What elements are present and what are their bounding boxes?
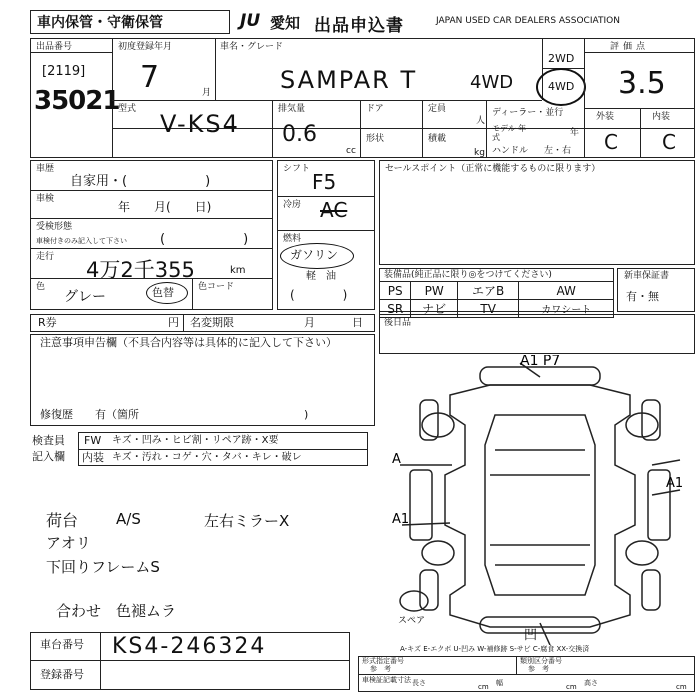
rear-label: 後日品 [384, 318, 412, 328]
fuel-paren: ( ) [290, 288, 348, 302]
load-label: 積載 [428, 134, 447, 144]
capacity-unit: 人 [476, 116, 486, 126]
equip-leather[interactable]: カワシート [519, 300, 614, 318]
lot-sub-code: [2119] [42, 64, 86, 79]
fuel-diesel: 軽 油 [306, 271, 336, 282]
history-value: 自家用・( ) [70, 174, 211, 189]
warranty-options: 有・無 [626, 290, 659, 303]
inspection-value: 年 月( 日) [118, 200, 212, 214]
inspector-label2: 記入欄 [32, 450, 65, 463]
inspection-label: 車検 [36, 194, 55, 204]
name-change-label: 名変期限 [190, 316, 234, 329]
hand-note-1a: 荷台 [46, 511, 79, 530]
history-label: 車歴 [36, 164, 55, 174]
model-year-unit: 年 [570, 128, 580, 138]
dim-label: 車検証記載寸法 [362, 676, 411, 684]
dim-height: 高さ [584, 679, 598, 687]
model-label: 型式 [118, 104, 137, 114]
displacement-value: 0.6 [282, 122, 317, 147]
equipment-grid [379, 281, 614, 318]
diagram-legend: A-キズ E-エクボ U-凹み W-補修跡 S-サビ C-腐食 XX-交換済 [400, 645, 590, 653]
hand-note-4: 合わせ 色褪ムラ [56, 602, 177, 620]
fuel-label: 燃料 [283, 234, 302, 244]
shift-value: F5 [312, 170, 337, 194]
r-ticket-unit: 円 [168, 316, 179, 329]
car-name-value: SAMPAR T [280, 66, 418, 94]
dim-height-unit: cm [676, 683, 687, 691]
capacity-label: 定員 [428, 104, 447, 114]
top-block [30, 38, 695, 158]
diagram-top-mark: A1 P7 [520, 355, 561, 369]
int-value: C [662, 130, 676, 154]
hand-note-2: アオリ [46, 534, 91, 552]
car-damage-diagram [390, 355, 690, 645]
opt-4wd[interactable]: 4WD [548, 80, 575, 93]
car-drive-hand: 4WD [470, 72, 514, 93]
dim-width-unit: cm [566, 683, 577, 691]
door-label: ドア [366, 104, 384, 114]
sales-point-label: セールスポイント（正常に機能するものに限ります） [385, 164, 601, 174]
displacement-label: 排気量 [278, 104, 306, 114]
inspector-row1: キズ・凹み・ヒビ割・リペア跡・X要 [112, 435, 279, 446]
grade-label: 評価点 [610, 42, 650, 52]
diagram-spare: スペア [398, 616, 426, 626]
rear-block [379, 314, 695, 354]
chassis-value: KS4-246324 [112, 634, 267, 659]
diagram-left-mark1: A [392, 452, 401, 467]
dim-length-unit: cm [478, 683, 489, 691]
int-label: 内装 [652, 112, 671, 122]
ext-label: 外装 [596, 112, 615, 122]
form-title: 出品申込書 [314, 16, 404, 36]
inspector-row2-label: 内装 [82, 451, 104, 464]
handle-label: ハンドル [492, 146, 529, 156]
dim-width: 幅 [496, 679, 503, 687]
salespoint-block [379, 160, 695, 265]
class-number-label: 類別区分番号 [520, 657, 562, 665]
color-repaint: 色替 [152, 286, 174, 299]
chassis-label: 車台番号 [40, 638, 84, 651]
r-ticket-label: R券 [38, 316, 57, 329]
hand-note-3: 下回りフレームS [46, 558, 160, 576]
mileage-unit: km [230, 265, 246, 276]
fuel-gas: ガソリン [290, 248, 339, 262]
hand-note-1c: 左右ミラーX [204, 512, 290, 530]
notes-repair-close: ) [304, 408, 309, 421]
diagram-right-mark: A1 [666, 476, 684, 491]
storage-title: 車内保管・守衛保管 [37, 15, 163, 31]
grade-value: 3.5 [618, 66, 666, 101]
displacement-unit: cc [346, 146, 356, 156]
type-designation-label: 形式指定番号 [362, 657, 404, 665]
cooler-value: AC [320, 198, 348, 222]
class-number-sub: 参 考 [528, 665, 549, 673]
equip-ps[interactable]: PS [380, 282, 411, 300]
acceptance-value: ( ) [160, 232, 249, 247]
name-change-month: 月 [304, 316, 315, 329]
mileage-label: 走行 [36, 252, 55, 262]
color-label: 色 [36, 282, 46, 292]
equip-airbag[interactable]: エアB [457, 282, 519, 300]
inspector-label1: 検査員 [32, 434, 65, 447]
hand-note-1b: A/S [116, 510, 141, 528]
diagram-left-mark2: A1 [392, 512, 410, 527]
ext-value: C [604, 130, 618, 154]
color-value: グレー [64, 289, 106, 305]
shift-label: シフト [283, 164, 311, 174]
model-year-label: モデル 年式 [492, 124, 527, 142]
diagram-bottom-mark: 凹 [524, 628, 538, 643]
equip-navi[interactable]: ナビ [411, 300, 457, 318]
acceptance-note: 車検付きのみ記入して下さい [36, 237, 127, 245]
type-designation-sub: 参 考 [370, 665, 391, 673]
inspector-row2: キズ・汚れ・コゲ・穴・タバ・キレ・破レ [112, 452, 302, 463]
first-reg-value: 7 [140, 60, 160, 95]
storage-header [30, 10, 230, 34]
first-reg-month: 月 [202, 88, 212, 98]
equip-pw[interactable]: PW [411, 282, 457, 300]
car-name-label: 車名・グレード [220, 42, 284, 52]
load-unit: kg [474, 148, 485, 158]
equipment-label: 装備品(純正品に限り◎をつけてください) [384, 270, 552, 280]
equip-aw[interactable]: AW [519, 282, 614, 300]
equip-tv[interactable]: TV [457, 300, 519, 318]
dealer-label: ディーラー・並行 [492, 108, 564, 118]
first-reg-label: 初度登録年月 [118, 42, 173, 52]
notes-label: 注意事項申告欄（不具合内容等は具体的に記入して下さい） [40, 336, 337, 349]
equip-sr[interactable]: SR [380, 300, 411, 318]
inspector-row1-label: FW [84, 434, 102, 447]
association-en: JAPAN USED CAR DEALERS ASSOCIATION [436, 16, 620, 26]
dim-length: 長さ [412, 679, 426, 687]
lot-number: 35021 [34, 86, 120, 116]
name-change-day: 日 [352, 316, 363, 329]
shape-label: 形状 [366, 134, 385, 144]
notes-repair: 修復歴 有（箇所 [40, 408, 139, 421]
acceptance-label: 受検形態 [36, 222, 73, 232]
registration-label: 登録番号 [40, 668, 84, 681]
4wd-circle [536, 68, 586, 106]
association-jp: 愛知 [270, 14, 301, 32]
ju-logo-icon: JU [240, 11, 261, 31]
lot-label: 出品番号 [36, 42, 73, 52]
opt-2wd: 2WD [548, 52, 575, 65]
mileage-value: 4万2千355 [86, 258, 195, 282]
model-value: V-KS4 [160, 110, 240, 138]
warranty-label: 新車保証書 [624, 271, 670, 281]
handle-options: 左・右 [544, 146, 572, 156]
cooler-label: 冷房 [283, 200, 302, 210]
color-code-label: 色コード [198, 282, 235, 292]
